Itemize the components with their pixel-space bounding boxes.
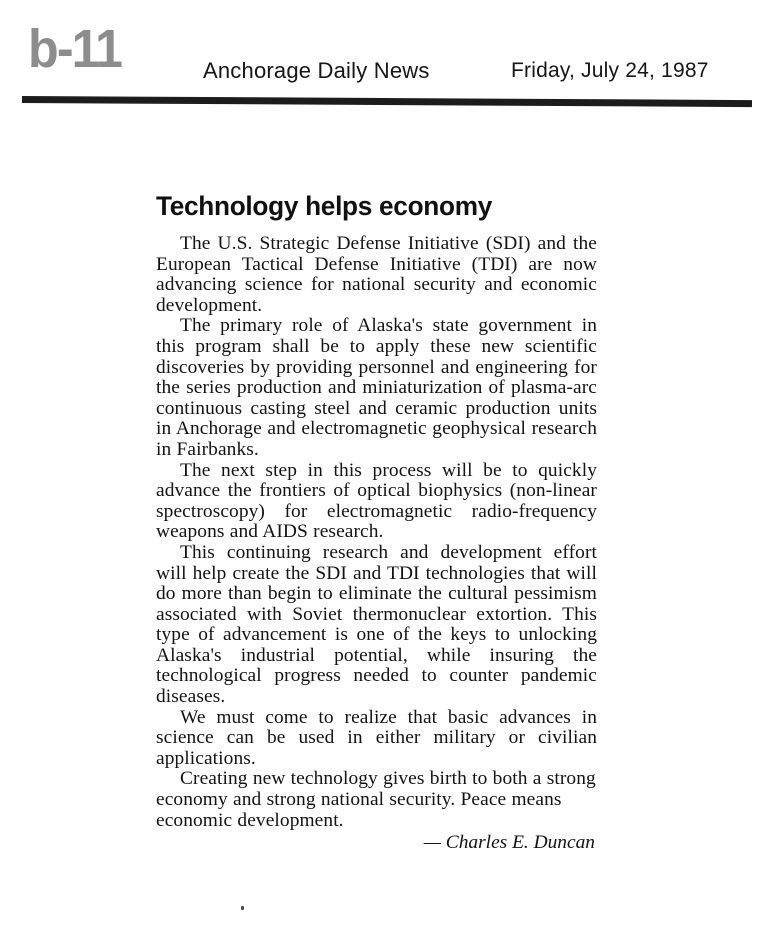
article-paragraph: The next step in this process will be to quickly advance the frontiers of optical biophysics (non-linear spectroscopy) for electromagnetic radio-frequency weapons and AIDS research. [156, 459, 597, 543]
masthead [0, 0, 776, 112]
page-folio-marker: b-11 [28, 19, 122, 79]
issue-date: Friday, July 24, 1987 [511, 59, 709, 82]
article-paragraph: Creating new technology gives birth to both a strong economy and strong national security. Peace means economic development. [156, 768, 596, 831]
article-paragraph: We must come to realize that basic advances in science can be used in either military or civilian applications. [156, 706, 597, 769]
scan-artifact-speck [241, 906, 244, 910]
article-byline: — Charles E. Duncan [423, 832, 595, 854]
masthead-divider-rule [22, 96, 752, 107]
newspaper-title: Anchorage Daily News [203, 58, 430, 83]
article-paragraph: This continuing research and development effort will help create the SDI and TDI technologies that will do more than begin to eliminate the cultural pessimism associated with Soviet thermonuclear extortion. This type of advancement is one of the keys to unlocking Alaska's industrial potential, while insuring the technological progress needed to counter pandemic diseases. [156, 541, 597, 708]
article-paragraph: The primary role of Alaska's state government in this program shall be to apply these new scientific discoveries by providing personnel and engineering for the series production and miniaturization of plasma-arc continuous casting steel and ceramic production units in Anchorage and electromagnetic geophysical research in Fairbanks. [156, 315, 597, 460]
article-headline: Technology helps economy [156, 191, 492, 221]
article [156, 190, 597, 854]
article-body [156, 234, 597, 831]
article-paragraph: The U.S. Strategic Defense Initiative (SDI) and the European Tactical Defense Initiative (TDI) are now advancing science for national security and economic development. [156, 233, 597, 316]
